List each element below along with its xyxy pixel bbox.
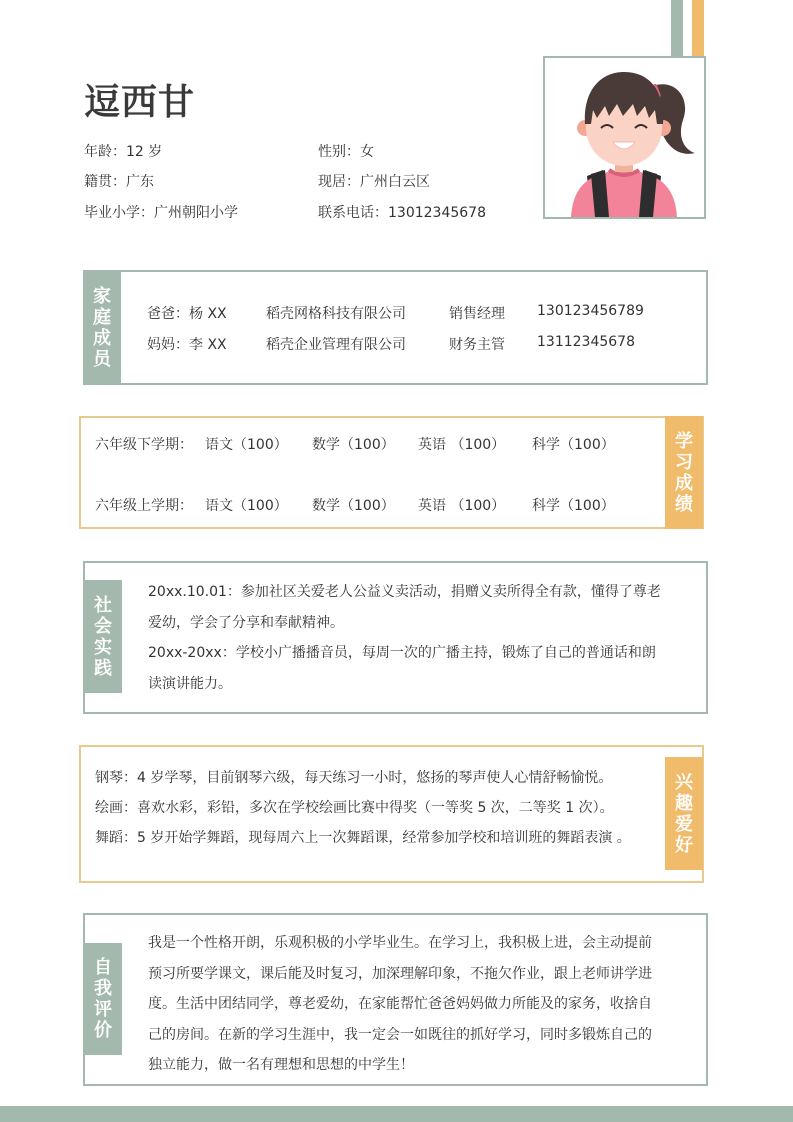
grade-term: 六年级上学期： xyxy=(95,498,193,514)
info-origin-value: 广东 xyxy=(126,174,154,190)
self-eval-line: 独立能力，做一名有理想和思想的中学生！ xyxy=(148,1057,414,1073)
grade-chinese: 语文（100） xyxy=(205,498,288,514)
info-phone-label: 联系电话： xyxy=(318,205,388,221)
hobby-line-painting: 绘画：喜欢水彩，彩铅，多次在学校绘画比赛中得奖（一等奖 5 次，二等奖 1 次）。 xyxy=(95,800,614,816)
self-eval-section-label xyxy=(84,943,122,1055)
info-gender xyxy=(318,141,374,161)
label-char: 社 xyxy=(94,594,112,616)
social-line: 20xx-20xx：学校小广播播音员，每周一次的广播主持，锻炼了自己的普通话和朗 xyxy=(148,645,656,661)
family-section-label xyxy=(83,270,121,385)
info-age-label: 年龄： xyxy=(84,144,126,160)
family-phone: 13112345678 xyxy=(537,334,635,350)
family-phone: 130123456789 xyxy=(537,303,644,319)
label-char: 家 xyxy=(93,285,111,307)
family-section xyxy=(83,270,708,385)
label-char: 成 xyxy=(93,327,111,349)
info-origin xyxy=(84,171,154,191)
label-char: 好 xyxy=(675,834,693,856)
social-section-label xyxy=(84,580,122,693)
label-char: 实 xyxy=(94,636,112,658)
info-gender-value: 女 xyxy=(360,144,374,160)
label-char: 评 xyxy=(94,999,112,1020)
info-gender-label: 性别： xyxy=(318,144,360,160)
self-eval-content xyxy=(148,928,688,1081)
hobby-line-dance: 舞蹈：5 岁开始学舞蹈，现每周六上一次舞蹈课，经常参加学校和培训班的舞蹈表演 。 xyxy=(95,830,631,846)
hobbies-section-label xyxy=(665,757,703,870)
family-position: 销售经理 xyxy=(449,306,505,322)
self-eval-line: 度。生活中团结同学，尊老爱幼，在家能帮忙爸爸妈妈做力所能及的家务，收捨自 xyxy=(148,996,652,1012)
grade-english: 英语 （100） xyxy=(418,437,506,453)
info-residence-value: 广州白云区 xyxy=(360,174,430,190)
family-relation: 妈妈：李 XX xyxy=(147,337,227,353)
label-char: 员 xyxy=(93,348,111,370)
girl-avatar-icon xyxy=(545,58,704,217)
footer-bar xyxy=(0,1106,793,1122)
label-char: 价 xyxy=(94,1020,112,1041)
social-content xyxy=(148,577,688,699)
label-char: 践 xyxy=(94,657,112,679)
family-company: 稻壳网格科技有限公司 xyxy=(266,306,406,322)
grade-english: 英语 （100） xyxy=(418,498,506,514)
self-eval-line: 己的房间。在新的学习生涯中，我一定会一如既往的抓好学习，同时多锻炼自己的 xyxy=(148,1026,652,1043)
info-age-value: 12 岁 xyxy=(126,144,163,160)
label-char: 学 xyxy=(675,430,693,452)
label-char: 兴 xyxy=(675,771,693,793)
decor-stripe-green xyxy=(671,0,683,56)
label-char: 绩 xyxy=(675,493,693,515)
info-residence xyxy=(318,171,430,191)
grade-term: 六年级下学期： xyxy=(95,437,193,453)
social-line: 20xx.10.01：参加社区关爱老人公益义卖活动，捐赠义卖所得全有款，懂得了尊老 xyxy=(148,584,661,600)
label-char: 成 xyxy=(675,472,693,494)
label-char: 庭 xyxy=(93,306,111,328)
info-age xyxy=(84,141,162,161)
info-school xyxy=(84,202,238,222)
family-relation: 爸爸：杨 XX xyxy=(147,306,227,322)
label-char: 趣 xyxy=(675,792,693,814)
social-line: 读演讲能力。 xyxy=(148,675,232,692)
info-residence-label: 现居： xyxy=(318,174,360,190)
info-school-value: 广州朝阳小学 xyxy=(154,205,238,221)
grade-math: 数学（100） xyxy=(312,498,395,514)
hobbies-content xyxy=(95,763,660,853)
family-company: 稻壳企业管理有限公司 xyxy=(266,337,406,353)
grade-science: 科学（100） xyxy=(532,437,615,453)
grade-science: 科学（100） xyxy=(532,498,615,514)
label-char: 自 xyxy=(94,957,112,978)
grade-math: 数学（100） xyxy=(312,437,395,453)
grades-section-label xyxy=(665,416,703,529)
label-char: 习 xyxy=(675,451,693,473)
social-line: 爱幼，学会了分享和奉献精神。 xyxy=(148,614,344,631)
profile-photo xyxy=(543,56,706,219)
self-eval-line: 预习所要学课文，课后能及时复习，加深理解印象，不拖欠作业，跟上老师讲学进 xyxy=(148,965,652,982)
label-char: 爱 xyxy=(675,813,693,835)
self-eval-line: 我是一个性格开朗，乐观积极的小学毕业生。在学习上，我积极上进，会主动提前 xyxy=(148,935,652,951)
info-origin-label: 籍贯： xyxy=(84,174,126,190)
hobby-line-piano: 钢琴：4 岁学琴，目前钢琴六级，每天练习一小时，悠扬的琴声使人心情舒畅愉悦。 xyxy=(95,770,613,786)
label-char: 会 xyxy=(94,615,112,637)
info-school-label: 毕业小学： xyxy=(84,205,154,221)
info-phone-value: 13012345678 xyxy=(388,205,486,221)
info-phone xyxy=(318,202,486,222)
label-char: 我 xyxy=(94,978,112,999)
family-position: 财务主管 xyxy=(449,337,505,353)
grade-chinese: 语文（100） xyxy=(205,437,288,453)
decor-stripe-orange xyxy=(692,0,704,56)
student-name: 逗西甘 xyxy=(84,82,196,123)
